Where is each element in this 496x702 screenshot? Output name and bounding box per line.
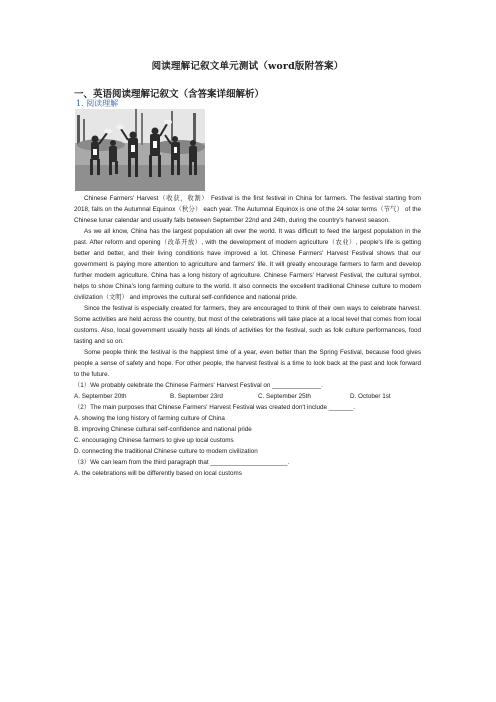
- festival-photo-illustration: [75, 109, 205, 191]
- question-2-stem: （2）The main purposes that Chinese Farmers' Harvest Festival was created don't include _______.: [74, 404, 356, 411]
- question-1-option-d: D. October 1st: [350, 393, 391, 400]
- festival-photo: [75, 109, 205, 191]
- item-number: 1.: [76, 99, 84, 108]
- document-title: 阅读理解记叙文单元测试（word版附答案）: [151, 61, 344, 72]
- question-1-option-b: B. September 23rd: [170, 393, 223, 400]
- passage-paragraph-2: As we all know, China has the largest population all over the world. It was difficult to feed the largest population in the past. After reform and opening（改革开放）, with the development of modern agriculture（农业）, people's life is getting better and better, and their living conditions have improved a lot. Chinese Farmers' Harvest Festival shows that our government is paying more attention to agriculture and farmers' life. It will greatly encourage farmers to farm and develop further modem agriculture. China has a long history of agriculture. Chinese Farmers' Harvest Festival, the cultural symbol, helps to show China's long farming culture to the world. It also connects the excellent traditional Chinese culture to modem civilization（文明） and improves the cultural self-confidence and national pride.: [74, 228, 421, 301]
- question-1-stem: （1）We probably celebrate the Chinese Farmers' Harvest Festival on ______________.: [74, 382, 323, 389]
- question-1-option-a: A. September 20th: [74, 393, 127, 400]
- item-label: [76, 98, 118, 109]
- question-2-option-b: B. improving Chinese cultural self-confidence and national pride: [74, 426, 252, 433]
- item-label-text: 阅读理解: [86, 99, 119, 108]
- reading-passage: [74, 193, 421, 479]
- section-heading: 一、英语阅读理解记叙文（含答案详细解析）: [74, 89, 265, 100]
- passage-paragraph-4: Some people think the festival is the happiest time of a year, even better than the Spring Festival, because food gives people a sense of safety and hope. For other people, the harvest festival is a time to look back at the past and look forward to the future.: [74, 349, 421, 378]
- question-1-option-c: C. September 25th: [258, 393, 311, 400]
- question-2-option-a: A. showing the long history of farming culture of China: [74, 415, 225, 422]
- passage-paragraph-1: Chinese Farmers' Harvest（收获，收割） Festival is the first festival in China for farmers. The festival starting from 2018, falls on the Autumnal Equinox（秋分） each year. The Autumnal Equinox is one of the 24 solar terms（节气） of the Chinese lunar calendar and usually falls between September 22nd and 24th, during the country's harvest season.: [74, 195, 421, 224]
- question-2-option-d: D. connecting the traditional Chinese culture to modem civilization: [74, 448, 258, 455]
- question-3-stem: （3）We can learn from the third paragraph that ______________________.: [74, 459, 290, 466]
- question-3-option-a: A. the celebrations will be differently based on local customs: [74, 470, 242, 477]
- question-1-options: [74, 391, 421, 402]
- question-2-option-c: C. encouraging Chinese farmers to give up local customs: [74, 437, 234, 444]
- passage-paragraph-3: Since the festival is especially created for farmers, they are encouraged to think of their own ways to celebrate harvest. Some activities are held across the country, but most of the celebrations will take place at a local level that comes from local customs. Also, local government usually hosts all kinds of activities for the festival, such as folk culture performances, food tasting and so on.: [74, 305, 421, 345]
